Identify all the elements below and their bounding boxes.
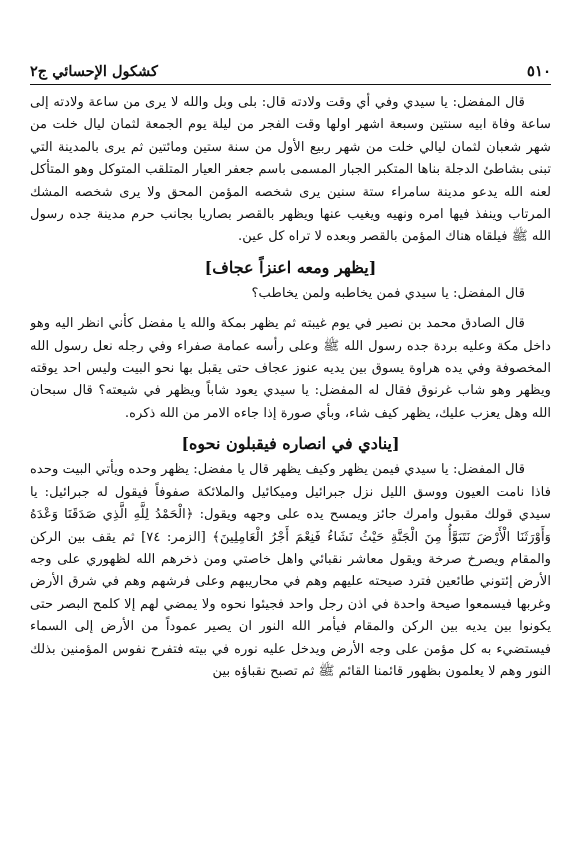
section-heading-1: [يظهر ومعه اعنزاً عجاف] [204,257,377,277]
paragraph-1: قال المفضل: يا سيدي وفي أي وقت ولادته قال: بلى وبل والله لا يرى من ساعة ولادته إلى ساعة وفاة ابيه سنتين وسبعة اشهر اولها وقت الفجر من ليلة يوم الجمعة لثمان ليال خلت من شهر شعبان لثمان ليالي خلت من شهر ربيع الأول من سنة ستين ومائتين ثم يرى بالمدينة التي تبنى بشاطئ الدجلة بناها المتكبر الجبار المسمى باسم جعفر العيار المتلقب المتوكل وهو المتأكل لعنه الله يدعو مدينة سامراء ستة سنين يرى شخصه المؤمن المحق ولا يرى شخصه المشك المرتاب وينفذ فيها امره ونهيه ويغيب عنها ويظهر بالقصر بصاريا بجانب حرم مدينة جده رسول الله ﷺ فيلقاه هناك المؤمن بالقصر وبعده لا تراه كل عين. [30,95,551,245]
paragraph-3: قال الصادق محمد بن نصير في يوم غيبته ثم يظهر بمكة والله يا مفضل كأني انظر اليه وهو داخل مكة وعليه بردة جده رسول الله ﷺ وعلى رأسه عمامة صفراء وفي رجله نعل رسول الله المخصوفة وفي يده هراوة يسوق بين يديه عنوز عجاف حتى يقبل بها نحو البيت وليس احد يوقته ويظهر وهو شاب غرنوق فقال له المفضل: يا سيدي يعود شاباً ويظهر في شيعته؟ قال سبحان الله وهل يعزب عليك، يظهر كيف شاء، وبأي صورة إذا جاءه الامر من الله ذكره. [30,316,551,421]
running-title: كشكول الإحسائي ج٢ [30,63,158,80]
paragraph-2: قال المفضل: يا سيدي فمن يخاطبه ولمن يخاطب؟ [251,285,525,301]
section-heading-2: [ينادي في انصاره فيقبلون نحوه] [181,434,400,454]
paragraph-4: قال المفضل: يا سيدي فيمن يظهر وكيف يظهر قال يا مفضل: يظهر وحده ويأتي البيت وحده فاذا نامت العيون ووسق الليل نزل جبرائيل وميكائيل والملائكة صفوفاً فيقول له جبرائيل: يا سيدي قولك مقبول وامرك جائز ويمسح يده على وجهه ويقول: ﴿الْحَمْدُ لِلَّهِ الَّذِي صَدَقَنَا وَعْدَهُ وَأَوْرَثَنَا الْأَرْضَ نَتَبَوَّأُ مِنَ الْجَنَّةِ حَيْثُ نَشَاءُ فَنِعْمَ أَجْرُ الْعَامِلِينَ﴾ [الزمر: ٧٤] ثم يقف بين الركن والمقام ويصرخ صرخة ويقول معاشر نقبائي واهل خاصتي ومن ذخرهم الله لظهوري على وجه الأرض إئتوني طائعين فترد صيحته عليهم وهم في محاريبهم وعلى فرشهم وهم في شرق الأرض وغربها فيسمعوا صيحة واحدة في اذن رجل واحد فجيئوا نحوه ولا يمضي لهم إلا كلمح البصر حتى يكونوا بين يديه بين الركن والمقام فيأمر الله النور ان يصير عموداً من الأرض إلى السماء فيستضيء به كل مؤمن على وجه الأرض ويدخل عليه نوره في بيته فتفرح نفوس المؤمنين بذلك النور وهم لا يعلمون بظهور قائمنا القائم ﷺ ثم تصبح نقباؤه بين [30,462,551,679]
spacer [30,305,551,313]
body-text [30,92,551,837]
header-rule [30,84,551,85]
page-number: ٥١٠ [526,62,551,80]
page-header [30,58,551,80]
